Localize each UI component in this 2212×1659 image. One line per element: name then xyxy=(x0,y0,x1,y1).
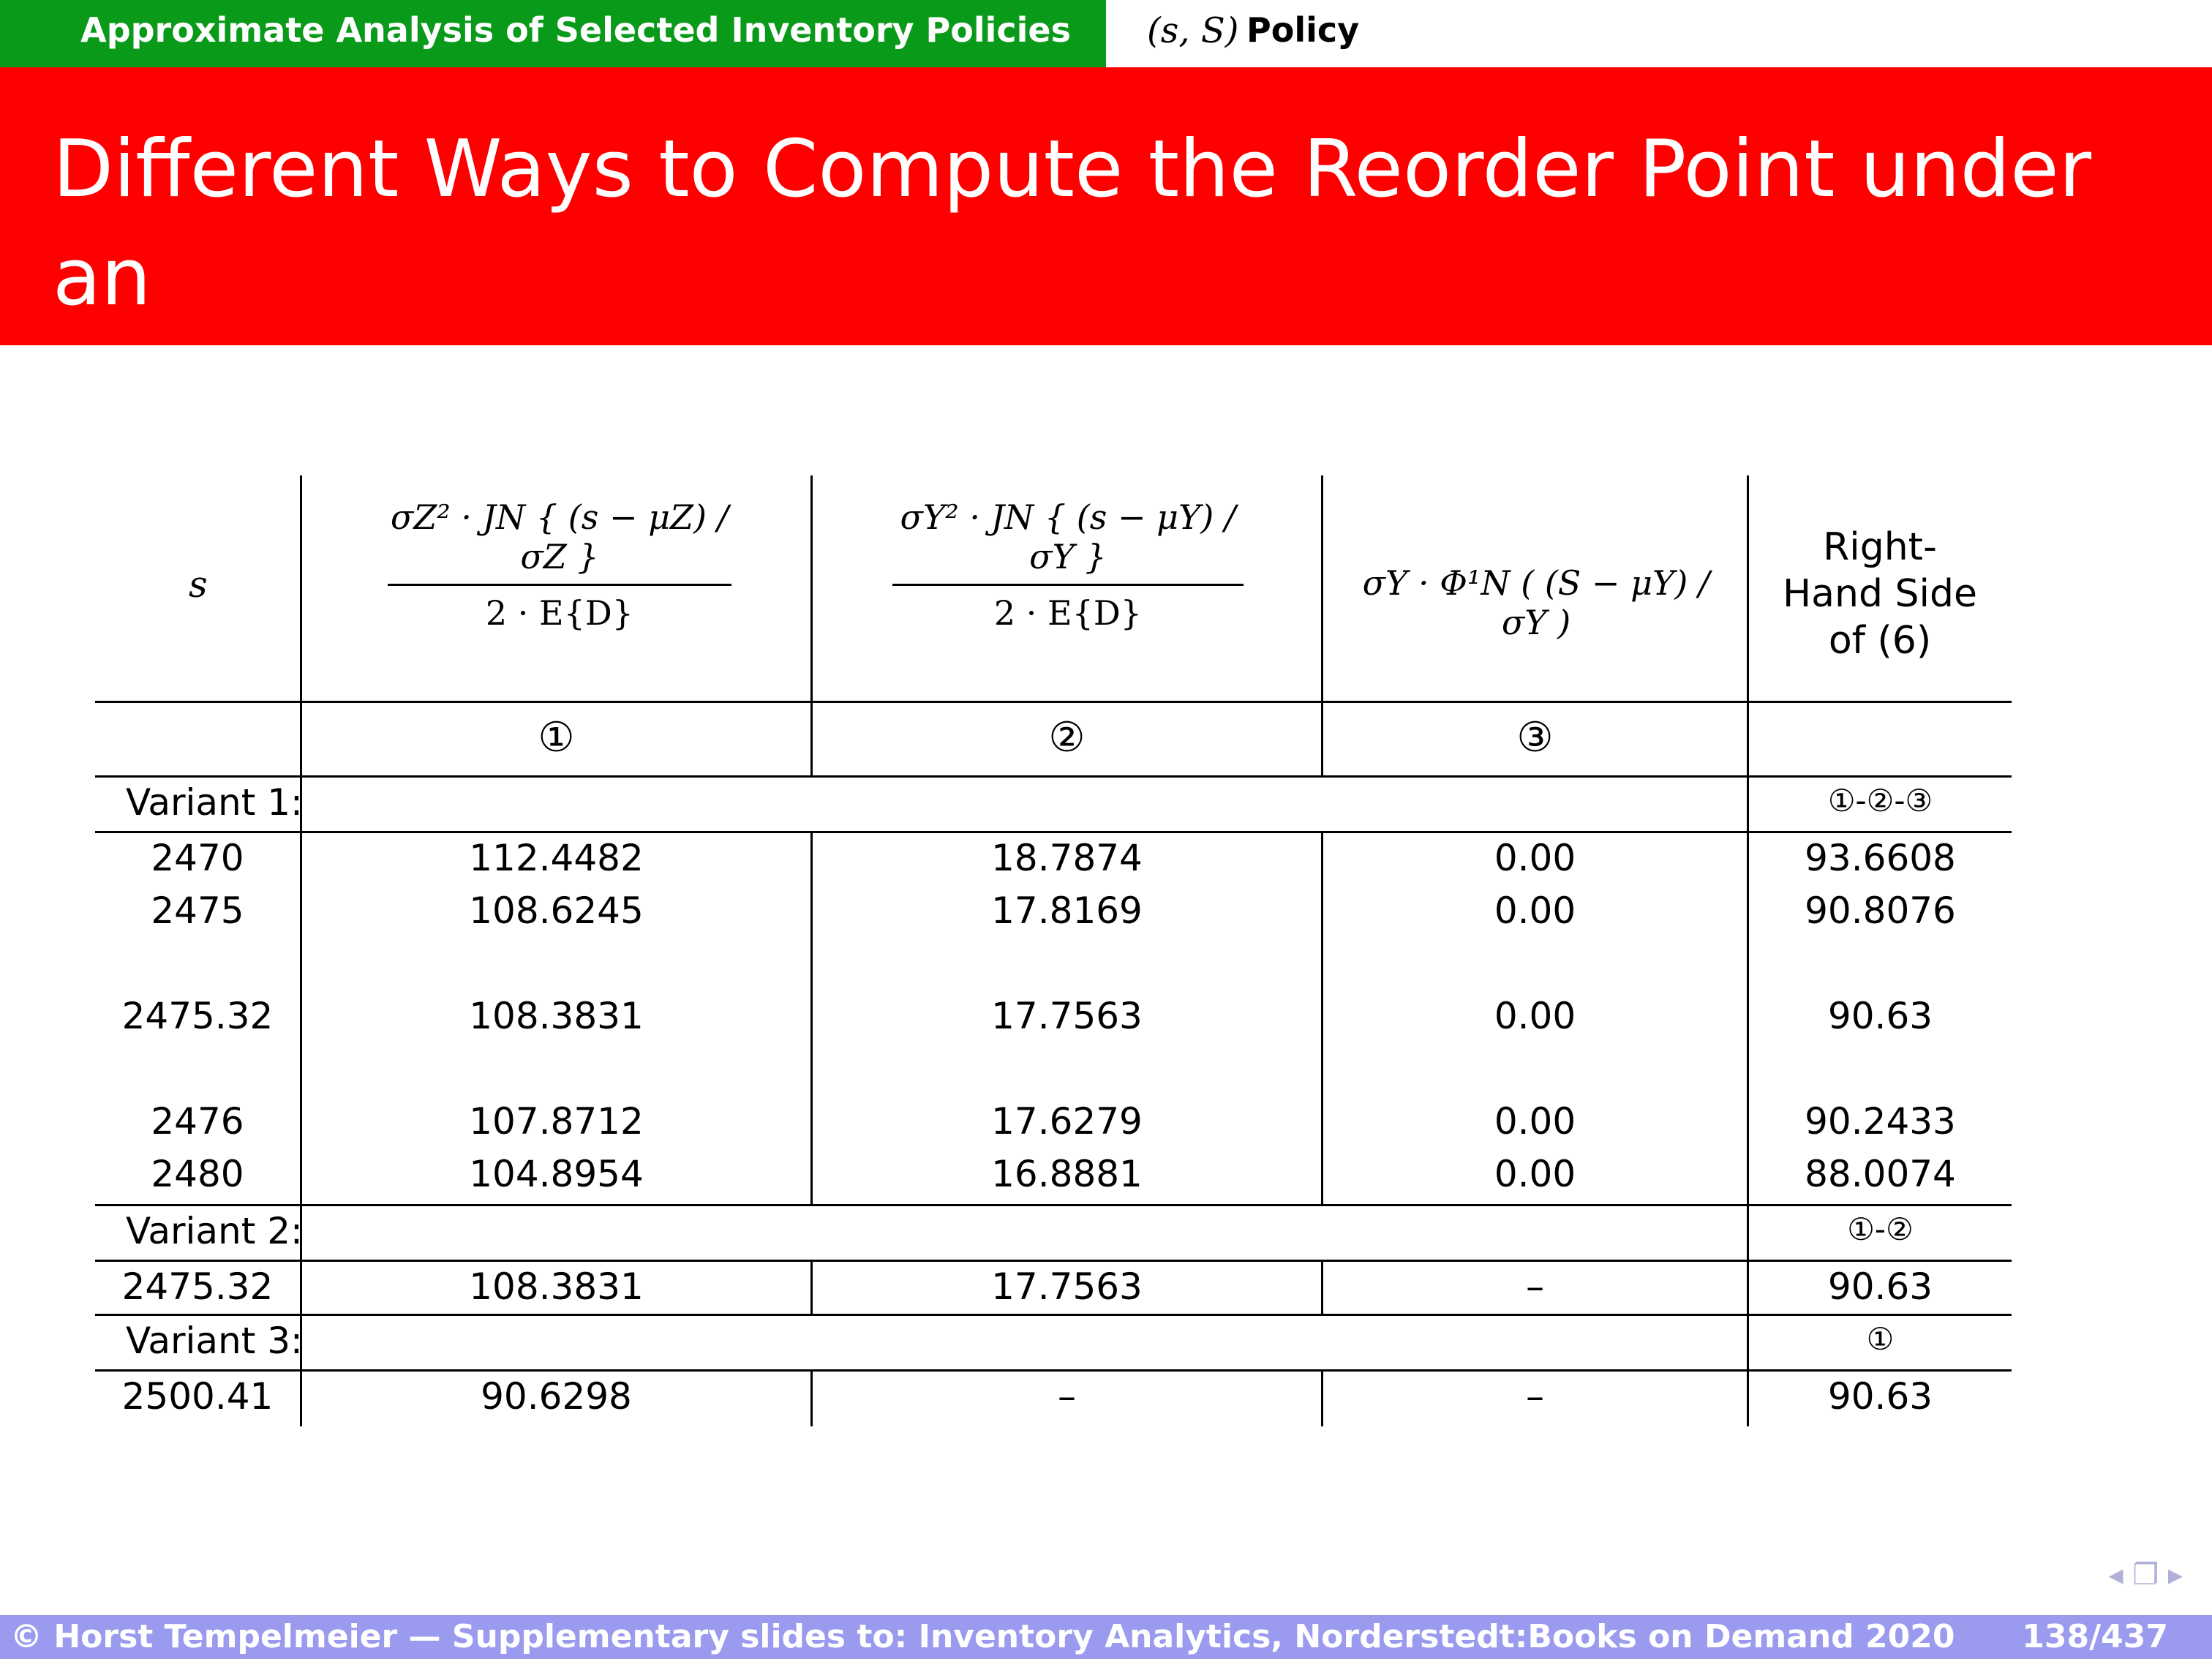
v1-row3-c1: 108.3831 xyxy=(469,995,644,1037)
v1-row4-c1: 107.8712 xyxy=(469,1100,644,1143)
marker-1: ① xyxy=(538,714,575,761)
slide-navigation[interactable] xyxy=(2109,1558,2183,1592)
v1-row4-c3: 0.00 xyxy=(1494,1100,1576,1143)
footer-credit: © Horst Tempelmeier — Supplementary slides to: Inventory Analytics, Norderstedt:Books on Demand 2020 xyxy=(10,1618,1955,1655)
v2-row-s: 2475.32 xyxy=(121,1265,274,1308)
v2-row-c2: 17.7563 xyxy=(991,1265,1143,1308)
v3-row-c2: – xyxy=(1058,1375,1076,1418)
page-number: 138/437 xyxy=(2022,1618,2168,1655)
v1-row3-c2: 17.7563 xyxy=(991,995,1143,1037)
header-rhs-line3: of (6) xyxy=(1828,619,1932,663)
v1-row5-s: 2480 xyxy=(151,1153,244,1195)
variant2-rule xyxy=(95,1260,2012,1262)
nav-frame-icon[interactable]: ❐ xyxy=(2132,1558,2159,1592)
header-col3: σY · Φ¹N ( (S − μY) / σY ) xyxy=(1362,563,1710,642)
variant3-label: Variant 3: xyxy=(126,1320,303,1362)
header-col1-numerator: σZ² · JN { (s − μZ) / σZ } xyxy=(390,497,729,576)
reorder-point-table xyxy=(95,475,2012,1426)
v1-row3-rhs: 90.63 xyxy=(1827,995,1933,1037)
v1-row1-c3: 0.00 xyxy=(1494,837,1576,879)
v1-row4-s: 2476 xyxy=(151,1100,244,1143)
v1-row2-c1: 108.6245 xyxy=(469,889,644,932)
title-math: (s, S) xyxy=(53,340,260,432)
v1-row4-c2: 17.6279 xyxy=(991,1100,1143,1143)
v2-row-rhs: 90.63 xyxy=(1827,1265,1933,1308)
header-col2-denominator: 2 · E{D} xyxy=(993,593,1143,633)
v1-row5-c1: 104.8954 xyxy=(469,1153,644,1195)
v1-row3-c3: 0.00 xyxy=(1494,995,1576,1037)
slide-title xyxy=(53,116,2212,440)
v1-row3-s: 2475.32 xyxy=(121,995,274,1037)
v1-row4-rhs: 90.2433 xyxy=(1805,1100,1956,1143)
v1-row1-c1: 112.4482 xyxy=(469,837,644,879)
header-rhs-line2: Hand Side xyxy=(1783,572,1977,616)
variant1-label: Variant 1: xyxy=(126,781,303,824)
v1-row5-c3: 0.00 xyxy=(1494,1153,1576,1195)
variant1-formula: ①-②-③ xyxy=(1827,783,1933,819)
v1-row2-c2: 17.8169 xyxy=(991,889,1143,932)
v1-row1-s: 2470 xyxy=(151,837,244,879)
v3-row-c1: 90.6298 xyxy=(481,1375,632,1418)
variant2-label: Variant 2: xyxy=(126,1210,303,1252)
footer-bar xyxy=(0,1615,2212,1659)
marker-3: ③ xyxy=(1516,714,1554,761)
header-rhs xyxy=(1750,524,2010,664)
v3-row-s: 2500.41 xyxy=(121,1375,274,1418)
v1-row5-c2: 16.8881 xyxy=(991,1153,1143,1195)
v2-row-c3: – xyxy=(1526,1265,1544,1308)
nav-prev-icon[interactable]: ◂ xyxy=(2108,1558,2123,1592)
title-policy: Policy xyxy=(284,340,512,432)
variant3-formula: ① xyxy=(1866,1321,1895,1357)
header-rhs-line1: Right- xyxy=(1823,525,1937,569)
v1-row2-rhs: 90.8076 xyxy=(1805,889,1956,932)
subsection-title: Policy xyxy=(1246,10,1360,50)
header-s: s xyxy=(189,563,208,606)
v1-row2-s: 2475 xyxy=(151,889,244,932)
header-rule xyxy=(95,701,2012,703)
title-line-2 xyxy=(53,332,2212,440)
v1-row5-rhs: 88.0074 xyxy=(1805,1153,1956,1195)
v1-row2-c3: 0.00 xyxy=(1494,889,1576,932)
v1-row1-rhs: 93.6608 xyxy=(1805,837,1956,879)
header-col1-denominator: 2 · E{D} xyxy=(485,593,634,633)
nav-next-icon[interactable]: ▸ xyxy=(2167,1558,2183,1592)
header-col1 xyxy=(388,497,731,633)
title-line-1: Different Ways to Compute the Reorder Point under an xyxy=(53,124,2092,323)
slide-title-bar xyxy=(0,67,2212,432)
top-navigation-bar xyxy=(0,0,2212,67)
v1-row1-c2: 18.7874 xyxy=(991,837,1143,879)
v2-row-c1: 108.3831 xyxy=(469,1265,644,1308)
subsection-tab[interactable] xyxy=(1106,0,2212,67)
header-col2 xyxy=(892,497,1244,633)
section-tab[interactable] xyxy=(0,0,1106,67)
v3-row-rhs: 90.63 xyxy=(1827,1375,1933,1418)
variant3-rule xyxy=(95,1369,2012,1372)
variant2-formula: ①-② xyxy=(1847,1211,1914,1247)
section-title: Approximate Analysis of Selected Inventory Policies xyxy=(80,10,1071,50)
subsection-math: (s, S) xyxy=(1147,10,1239,51)
v3-row-c3: – xyxy=(1526,1375,1544,1418)
variant1-rule xyxy=(95,831,2012,833)
marker-2: ② xyxy=(1048,714,1086,761)
header-col2-numerator: σY² · JN { (s − μY) / σY } xyxy=(900,497,1236,576)
